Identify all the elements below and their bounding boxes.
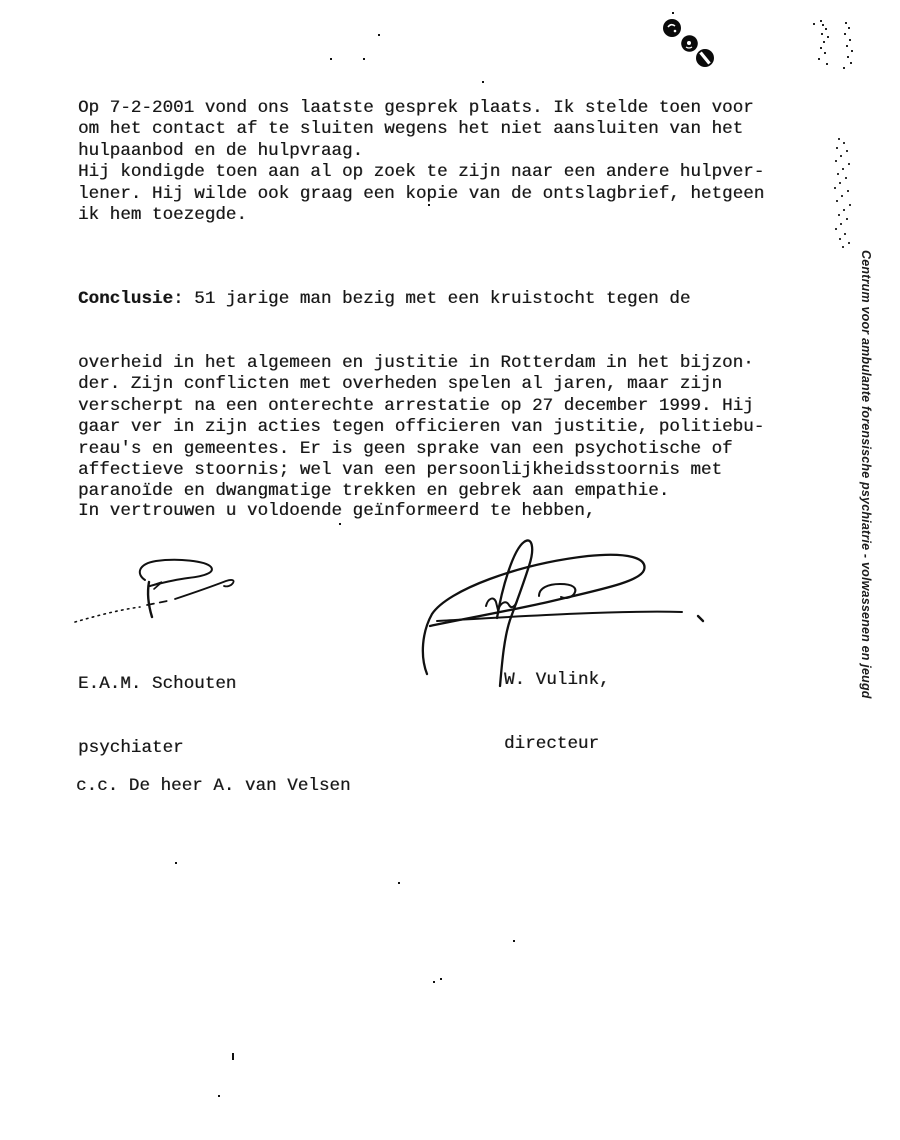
text-line: om het contact af te sluiten wegens het niet aansluiten van het	[78, 119, 744, 140]
conclusion-first-line-rest: : 51 jarige man bezig met een kruistocht tegen de	[173, 288, 691, 309]
text-line: hulpaanbod en de hulpvraag.	[78, 140, 364, 161]
paragraph-last-meeting	[78, 98, 764, 226]
text-line: affectieve stoornis; wel van een persoonlijkheidsstoornis met	[78, 460, 723, 481]
text-line: gaar ver in zijn acties tegen officieren van justitie, politiebu-	[78, 417, 765, 438]
text-line: lener. Hij wilde ook graag een kopie van de ontslagbrief, hetgeen	[78, 183, 765, 204]
stamp-marks	[658, 8, 720, 72]
conclusion-lines	[78, 353, 764, 503]
conclusion-first-line	[78, 289, 764, 310]
text-line: overheid in het algemeen en justitie in Rotterdam in het bijzon·	[78, 353, 754, 374]
scan-noise-specks	[0, 0, 2, 2]
scan-noise-tick	[232, 1053, 234, 1060]
signer-title-right: directeur	[504, 734, 600, 755]
signer-name-right: W. Vulink,	[504, 669, 610, 690]
signer-title-left: psychiater	[78, 738, 184, 759]
signer-name-left: E.A.M. Schouten	[78, 673, 237, 694]
cc-line: c.c. De heer A. van Velsen	[76, 776, 351, 796]
conclusion-label: Conclusie	[78, 288, 174, 309]
text-line: der. Zijn conflicten met overheden spelen al jaren, maar zijn	[78, 374, 723, 395]
text-line: Op 7-2-2001 vond ons laatste gesprek plaats. Ik stelde toen voor	[78, 98, 754, 118]
signature-schouten	[68, 548, 248, 633]
text-line: reau's en gemeentes. Er is geen sprake van een psychotische of	[78, 438, 733, 459]
text-line: paranoïde en dwangmatige trekken en gebrek aan empathie.	[78, 481, 670, 502]
signature-block-right	[504, 627, 610, 798]
closing-line: In vertrouwen u voldoende geïnformeerd te hebben,	[78, 501, 596, 521]
letterhead-vertical-text: Centrum voor ambulante forensische psychiatrie - volwassenen en jeugd	[859, 250, 873, 699]
text-line: verscherpt na een onterechte arrestatie op 27 december 1999. Hij	[78, 395, 754, 416]
text-line: ik hem toezegde.	[78, 205, 247, 226]
text-line: Hij kondigde toen aan al op zoek te zijn naar een andere hulpver-	[78, 162, 765, 183]
